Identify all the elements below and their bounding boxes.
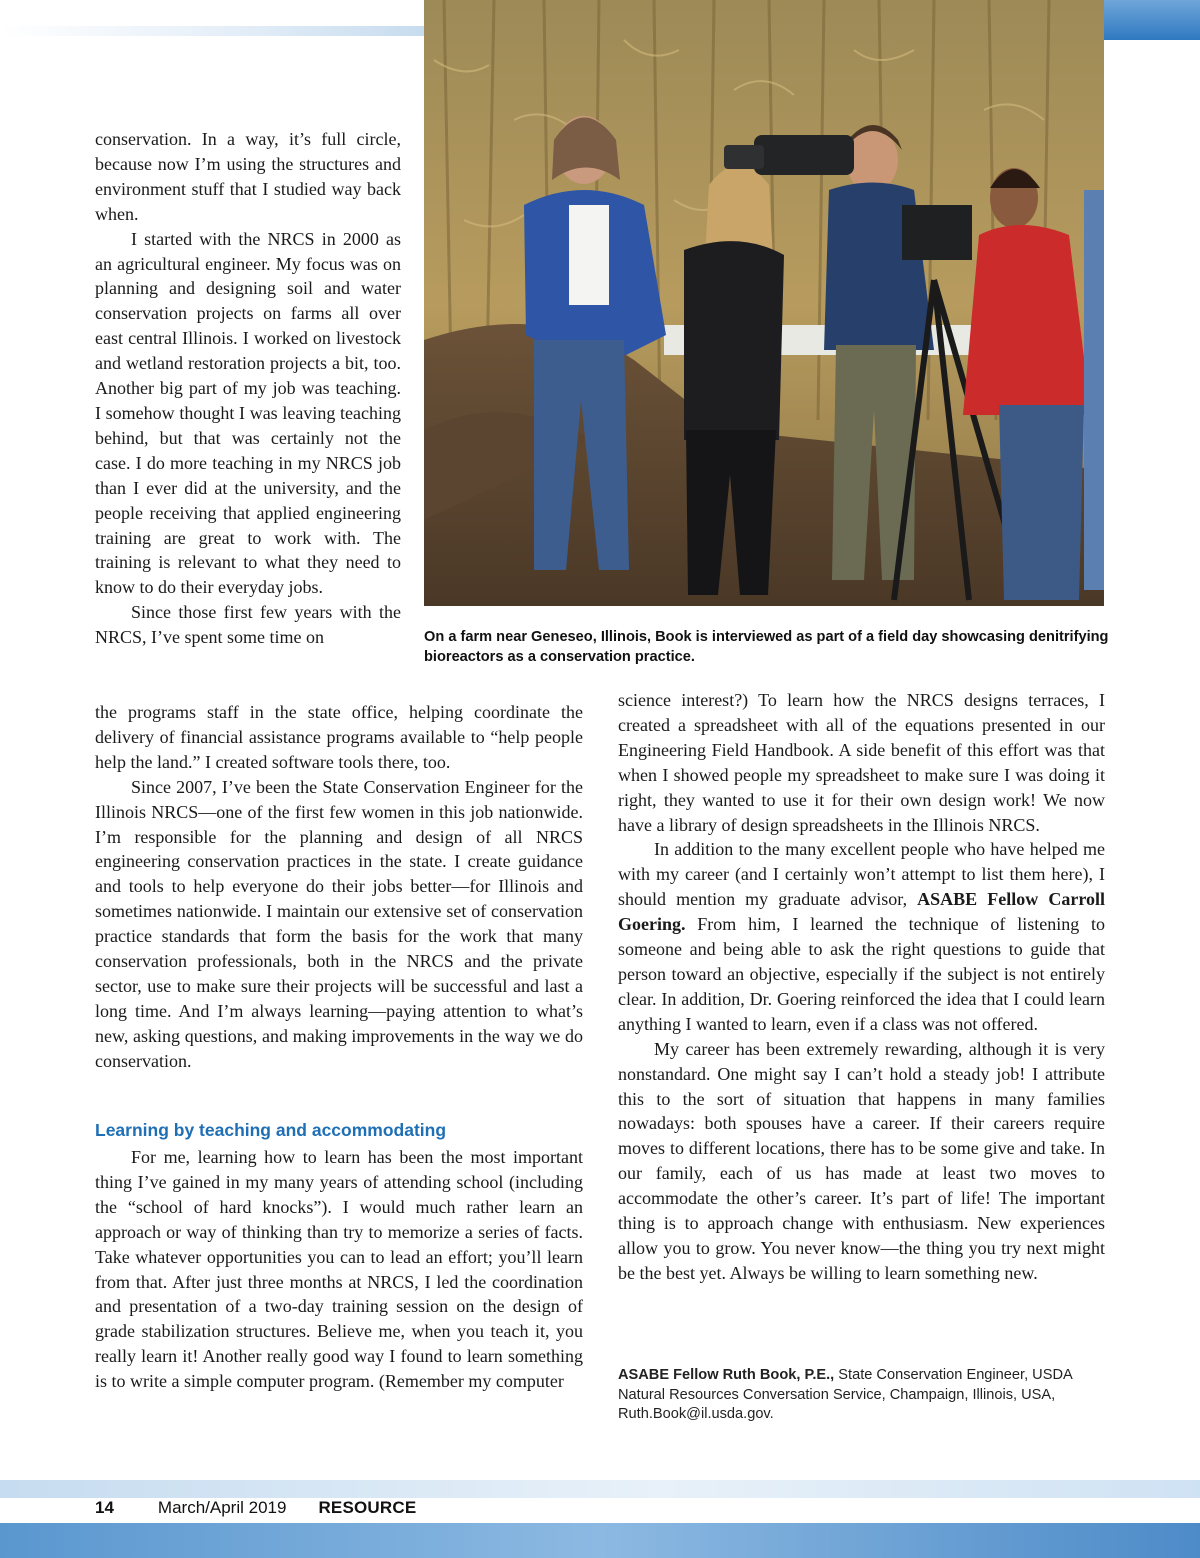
top-decorative-stripe: [0, 26, 424, 36]
top-corner-bar: [1104, 0, 1200, 40]
section-subheading: Learning by teaching and accommodating: [95, 1120, 447, 1140]
author-bio: [618, 1366, 1108, 1425]
paragraph: science interest?) To learn how the NRCS designs terraces, I created a spreadsheet with all of the equations presented in our Engineering Field Handbook. A side benefit of this effort was that when I showed people my spreadsheet to make sure I was doing it right, they wanted to use it for their own design work! We now have a library of design spreadsheets in the Illinois NRCS.: [618, 690, 1105, 835]
paragraph: My career has been extremely rewarding, although it is very nonstandard. One might say I can’t hold a steady job! I attribute this to the sort of situation that happens in many families nowadays: both spouses have a career. If their careers require moves to different locations, there has to be some give and take. In our family, each of us has made at least two moves to accommodate the other’s career. It’s part of life! The important thing is to approach change with enthusiasm. New experiences allow you to grow. You never know—the thing you try next might be the best yet. Always be willing to learn something new.: [618, 1038, 1105, 1283]
paragraph: the programs staff in the state office, helping coordinate the delivery of financial assistance programs available to “help people help the land.” I created software tools there, too.: [95, 702, 583, 772]
footer-bar: [0, 1523, 1200, 1558]
magazine-name: RESOURCE: [318, 1498, 417, 1517]
field-day-photo: [424, 0, 1104, 606]
author-name: ASABE Fellow Ruth Book, P.E.,: [618, 1367, 835, 1383]
text-run: From him, I learned the technique of listening to someone and being able to ask the right questions to guide that person toward an objective, especially if the subject is not entirely clear. In addition, Dr. Goering reinforced the idea that I could learn anything I wanted to learn, even if a class was not offered.: [618, 914, 1105, 1034]
paragraph: I started with the NRCS in 2000 as an agricultural engineer. My focus was on planning and designing soil and water conservation projects on farms all over east central Illinois. I worked on livestock and wetland restoration projects a bit, too. Another big part of my job was teaching. I somehow thought I was leaving teaching behind, but that was certainly not the case. I do more teaching in my NRCS job than I ever did at the university, and the people receiving that applied engineering training are great to work with. The training is relevant to what they need to know to do their everyday jobs.: [95, 228, 401, 598]
author-details: State Conservation Engineer, USDA Natural Resources Conversation Service, Champaign, Illinois, USA, Ruth.Book@il.usda.gov.: [618, 1367, 1072, 1422]
page-number: 14: [95, 1498, 114, 1517]
photo-caption: On a farm near Geneseo, Illinois, Book is interviewed as part of a field day showcasing denitrifying bioreactors as a conservation practice.: [424, 629, 1109, 665]
advisor-name: ASABE Fellow Carroll Goering.: [618, 889, 1105, 935]
text-run: In addition to the many excellent people who have helped me with my career (and I certainly won’t attempt to list them here), I should mention my graduate advisor,: [618, 839, 1105, 910]
left-column-bottom-text: [95, 1145, 583, 1394]
left-column-top-text: [95, 127, 401, 650]
paragraph: conservation. In a way, it’s full circle, because now I’m using the structures and environment stuff that I studied way back when.: [95, 129, 401, 224]
right-column-text: [618, 688, 1105, 1286]
paragraph-with-advisor: [618, 837, 1105, 1036]
paragraph: Since those first few years with the NRCS, I’ve spent some time on: [95, 602, 401, 648]
paragraph: For me, learning how to learn has been the most important thing I’ve gained in my many years of attending school (including the “school of hard knocks”). I would much rather learn an approach or way of thinking than try to memorize a series of facts. Take whatever opportunities you can to lead an effort; you’ll learn from that. After just three months at NRCS, I led the coordination and presentation of a two-day training session on the design of grade stabilization structures. Believe me, when you teach it, you really learn it! Another really good way I found to learn something is to write a simple computer program. (Remember my computer: [95, 1147, 583, 1392]
paragraph: Since 2007, I’ve been the State Conservation Engineer for the Illinois NRCS—one of the first few women in this job nationwide. I’m responsible for the planning and design of all NRCS engineering conservation practices in the state. I create guidance and tools to help everyone do their jobs better—for Illinois and sometimes nationwide. I maintain our extensive set of conservation practice standards that form the basis for the work that many conservation professionals, both in the NRCS and the private sector, use to make sure their projects will be successful and last a long time. And I’m always learning—paying attention to what’s new, asking questions, and making improvements in the way we do conservation.: [95, 776, 583, 1071]
left-column-middle-text: [95, 700, 583, 1074]
page-footer: [95, 1496, 416, 1520]
photo-illustration: [424, 0, 1104, 606]
issue-date: March/April 2019: [157, 1498, 287, 1517]
